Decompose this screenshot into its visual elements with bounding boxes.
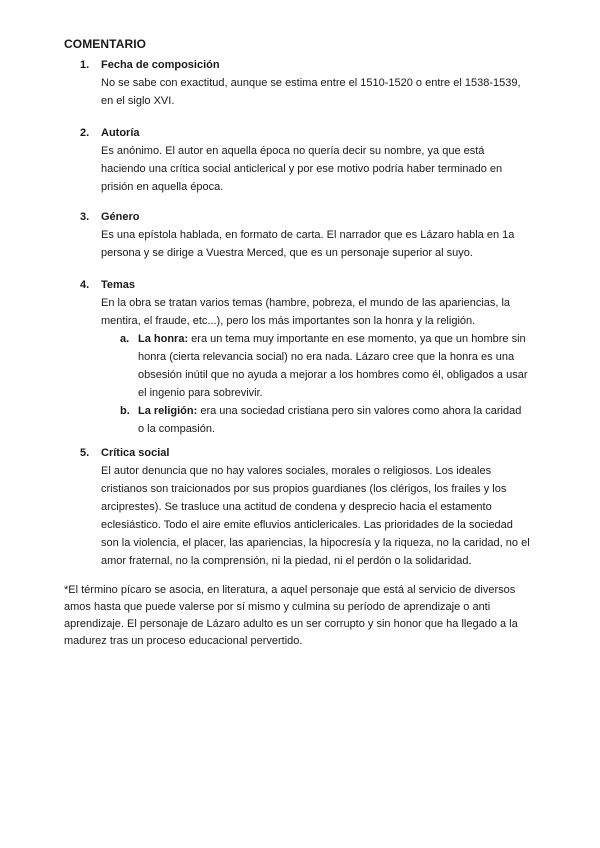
section-heading: Crítica social	[101, 447, 170, 459]
section-autoria	[80, 125, 530, 196]
subitem-letter: a.	[120, 333, 130, 345]
section-heading: Fecha de composición	[101, 59, 220, 71]
section-heading: Temas	[101, 279, 136, 291]
section-body: No se sabe con exactitud, aunque se estima entre el 1510-1520 o entre el 1538-1539, en el siglo XVI.	[101, 77, 521, 107]
section-temas	[80, 277, 530, 438]
page-title: COMENTARIO	[64, 37, 147, 51]
subitem-letter: b.	[120, 405, 130, 417]
subitem-term: La religión:	[138, 405, 198, 417]
section-heading: Autoría	[101, 127, 140, 139]
section-number: 1.	[80, 59, 90, 71]
subitem-religion	[120, 402, 530, 438]
section-number: 2.	[80, 127, 90, 139]
section-number: 3.	[80, 211, 90, 223]
section-number: 5.	[80, 447, 90, 459]
subitem-text: era una sociedad cristiana pero sin valores como ahora la caridad o la compasión.	[138, 405, 522, 435]
subitem-honra	[120, 330, 530, 402]
section-genero	[80, 209, 530, 262]
subitem-term: La honra:	[138, 333, 189, 345]
footnote: *El término pícaro se asocia, en literatura, a aquel personaje que está al servicio de diversos amos hasta que puede valerse por sí mismo y culmina su período de aprendizaje o anti aprendizaje. El personaje de Lázaro adulto es un ser corrupto y sin honor que ha llegado a la madurez tras un proceso educacional pervertido.	[64, 584, 518, 647]
section-body: Es anónimo. El autor en aquella época no quería decir su nombre, ya que está haciendo una crítica social anticlerical y por ese motivo podría haber terminado en prisión en aquella época.	[101, 145, 503, 193]
section-fecha	[80, 57, 530, 110]
section-critica-social	[80, 445, 530, 570]
subitem-text: era un tema muy importante en ese momento, ya que un hombre sin honra (cierta relevancia social) no era nada. Lázaro cree que la honra es una obsesión inútil que no ayuda a mejorar a los hombres como él, obligados a usar el ingenio para sobrevivir.	[138, 333, 528, 399]
section-body: El autor denuncia que no hay valores sociales, morales o religiosos. Los ideales cristianos son traicionados por sus propios guardianes (los clérigos, los frailes y los arciprestes). Se trasluce una actitud de condena y desprecio hacia el estamento eclesiástico. Todo el aire emite efluvios anticlericales. Las prioridades de la sociedad son la violencia, el placer, las apariencias, la hipocresía y la riqueza, no la caridad, no el amor fraternal, no la comprensión, ni la piedad, ni el perdón o la solidaridad.	[101, 465, 530, 567]
section-number: 4.	[80, 279, 90, 291]
section-body: En la obra se tratan varios temas (hambre, pobreza, el mundo de las apariencias, la mentira, el fraude, etc...), pero los más importantes son la honra y la religión.	[101, 297, 511, 327]
section-heading: Género	[101, 211, 140, 223]
section-body: Es una epístola hablada, en formato de carta. El narrador que es Lázaro habla en 1a persona y se dirige a Vuestra Merced, que es un personaje superior al suyo.	[101, 229, 515, 259]
